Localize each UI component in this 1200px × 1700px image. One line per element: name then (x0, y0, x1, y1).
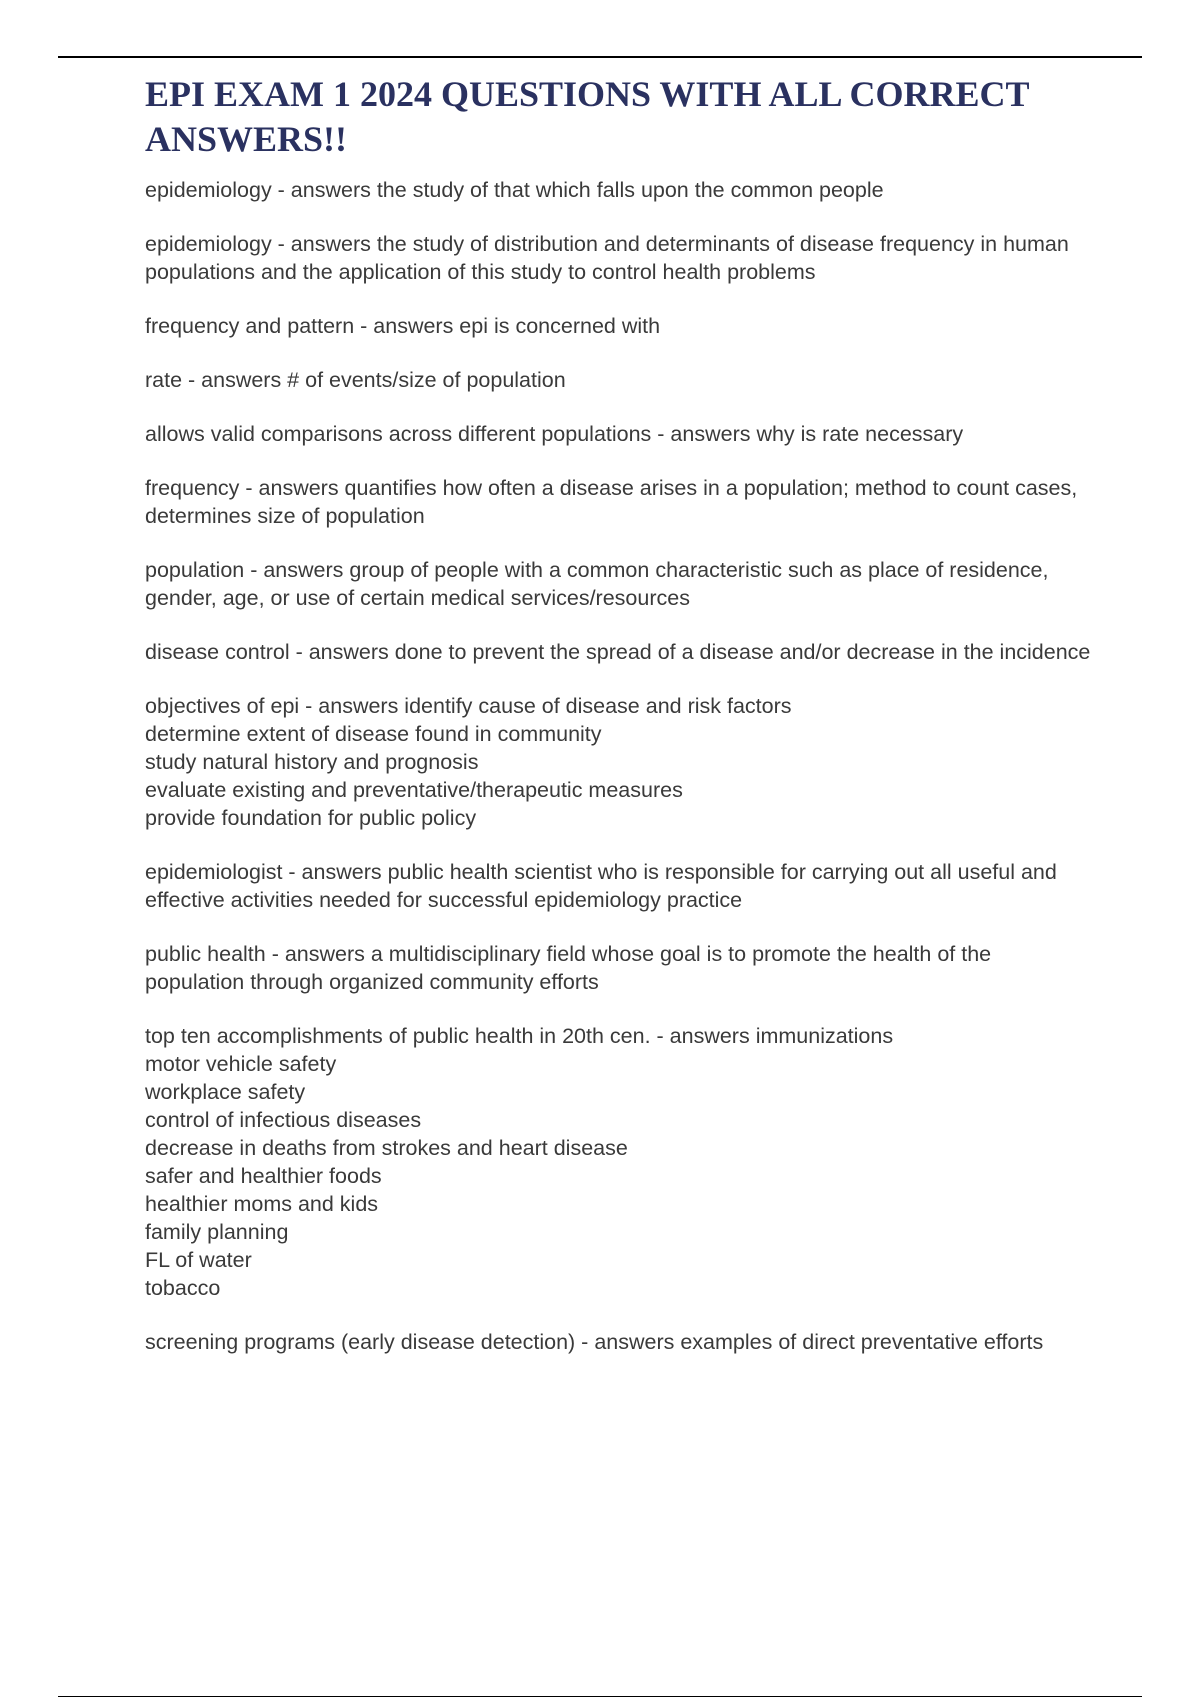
document-title: EPI EXAM 1 2024 QUESTIONS WITH ALL CORRECT ANSWERS!! (145, 74, 1029, 159)
qa-entry: objectives of epi - answers identify cause of disease and risk factors determine extent of disease found in community study natural history and prognosis evaluate existing and preventative/therapeutic measures provide foundation for public policy (145, 694, 792, 830)
qa-entry: allows valid comparisons across different populations - answers why is rate necessary (145, 422, 964, 446)
qa-entry: epidemiology - answers the study of distribution and determinants of disease frequency in human populations and the application of this study to control health problems (145, 232, 1069, 284)
qa-entry: epidemiologist - answers public health scientist who is responsible for carrying out all useful and effective activities needed for successful epidemiology practice (145, 860, 1057, 912)
qa-entry: screening programs (early disease detection) - answers examples of direct preventative efforts (145, 1330, 1044, 1354)
qa-entry: frequency and pattern - answers epi is concerned with (145, 314, 661, 338)
qa-entry: rate - answers # of events/size of population (145, 368, 566, 392)
bottom-rule (58, 1696, 1142, 1697)
qa-entry: top ten accomplishments of public health in 20th cen. - answers immunizations motor vehicle safety workplace safety control of infectious diseases decrease in deaths from strokes and heart disease safer and healthier foods healthier moms and kids family planning FL of water tobacco (145, 1024, 894, 1300)
qa-entry: epidemiology - answers the study of that which falls upon the common people (145, 178, 884, 202)
qa-entry: disease control - answers done to prevent the spread of a disease and/or decrease in the incidence (145, 640, 1091, 664)
document-body (145, 72, 1095, 1382)
qa-entry: population - answers group of people with a common characteristic such as place of residence, gender, age, or use of certain medical services/resources (145, 558, 1049, 610)
qa-entry: public health - answers a multidisciplinary field whose goal is to promote the health of the population through organized community efforts (145, 942, 992, 994)
qa-entry: frequency - answers quantifies how often a disease arises in a population; method to count cases, determines size of population (145, 476, 1078, 528)
top-rule (58, 56, 1142, 58)
